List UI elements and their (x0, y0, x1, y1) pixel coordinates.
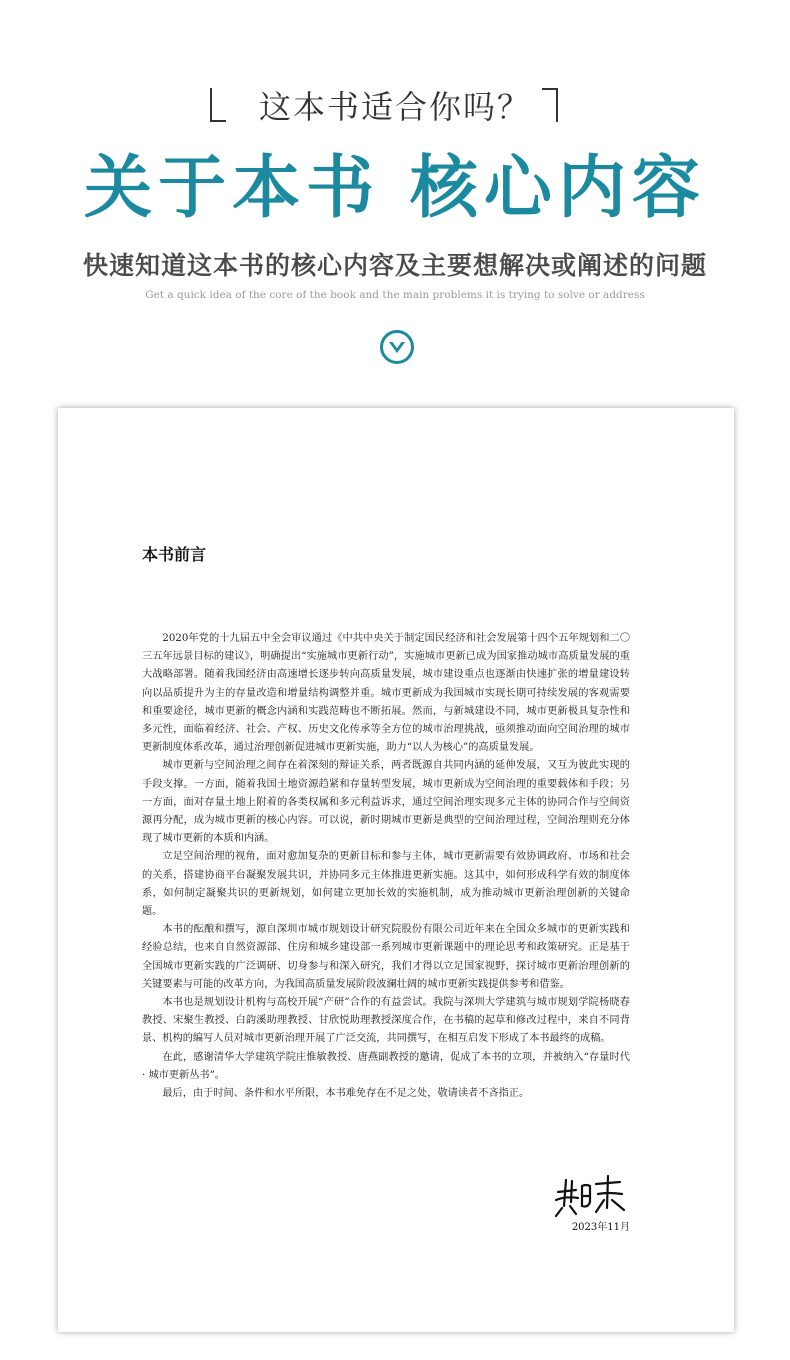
subtitle: 快速知道这本书的核心内容及主要想解决或阐述的问题 (82, 251, 707, 280)
document-body (142, 630, 630, 1103)
main-title: 关于本书 核心内容 (84, 148, 706, 228)
paragraph: 本书也是规划设计机构与高校开展“产研”合作的有益尝试。我院与深圳大学建筑与城市规划学院杨晓春教授、宋聚生教授、白韵溪助理教授、甘欣悦助理教授深度合作，在书稿的起草和修改过程中，来自不同背景、机构的编写人员对城市更新治理开展了广泛交流，共同撰写，在相互启发下形成了本书最终的成稿。 (142, 997, 630, 1045)
document-page (58, 408, 734, 1332)
kicker-question: 这本书适合你吗？ (258, 88, 531, 126)
paragraph: 本书的酝酿和撰写，源自深圳市城市规划设计研究院股份有限公司近年来在全国众多城市的更新实践和经验总结，也来自自然资源部、住房和城乡建设部一系列城市更新课题中的理论思考和政策研究。正是基于全国城市更新实践的广泛调研、切身参与和深入研究，我们才得以立足国家视野，探讨城市更新治理创新的关键要素与可能的改革方向，为我国高质量发展阶段波澜壮阔的城市更新实践提供参考和借鉴。 (142, 924, 630, 990)
signature-date: 2023年11月 (571, 1222, 630, 1233)
header-section (0, 0, 790, 400)
paragraph: 最后，由于时间、条件和水平所限，本书难免存在不足之处，敬请读者不吝指正。 (162, 1088, 530, 1100)
chevron-down-circle-icon[interactable] (379, 329, 415, 365)
document-heading: 本书前言 (142, 545, 207, 564)
handwritten-signature (552, 1172, 630, 1220)
paragraph: 立足空间治理的视角，面对愈加复杂的更新目标和参与主体，城市更新需要有效协调政府、市场和社会的关系，搭建协商平台凝聚发展共识，并协同多元主体推进更新实施。这其中，如何形成科学有效的制度体系，如何制定凝聚共识的更新规划，如何建立更加长效的实施机制，成为推动城市更新治理创新的关键命题。 (142, 851, 630, 918)
paragraph: 2020年党的十九届五中全会审议通过《中共中央关于制定国民经济和社会发展第十四个五年规划和二〇三五年远景目标的建议》，明确提出“实施城市更新行动”，实施城市更新已成为国家推动城市高质量发展的重大战略部署。随着我国经济由高速增长逐步转向高质量发展，城市建设重点也逐渐由快速扩张的增量建设转向以品质提升为主的存量改造和增量结构调整并重。城市更新成为我国城市实现长期可持续发展的客观需要和重要途径，城市更新的概念内涵和实践范畴也不断拓展。然而，与新城建设不同，城市更新极具复杂性和多元性，面临着经济、社会、产权、历史文化传承等全方位的城市治理挑战，亟须推动面向空间治理的城市更新制度体系改革，通过治理创新促进城市更新实施，助力“以人为核心”的高质量发展。 (142, 633, 630, 754)
right-bracket-decoration (542, 88, 558, 122)
subtitle-english: Get a quick idea of the core of the book and the main problems it is trying to solve or address (145, 289, 645, 301)
paragraph: 在此，感谢清华大学建筑学院庄惟敏教授、唐燕副教授的邀请，促成了本书的立项，并被纳入“存量时代 · 城市更新丛书”。 (142, 1051, 630, 1081)
paragraph: 城市更新与空间治理之间存在着深刻的辩证关系，两者既源自共同内涵的延伸发展，又互为彼此实现的手段支撑。一方面，随着我国土地资源趋紧和存量转型发展，城市更新成为空间治理的重要载体和手段；另一方面，面对存量土地上附着的各类权属和多元利益诉求，通过空间治理实现多元主体的协同合作与空间资源再分配，成为城市更新的核心内容。可以说，新时期城市更新是典型的空间治理过程，空间治理则充分体现了城市更新的本质和内涵。 (142, 760, 630, 845)
